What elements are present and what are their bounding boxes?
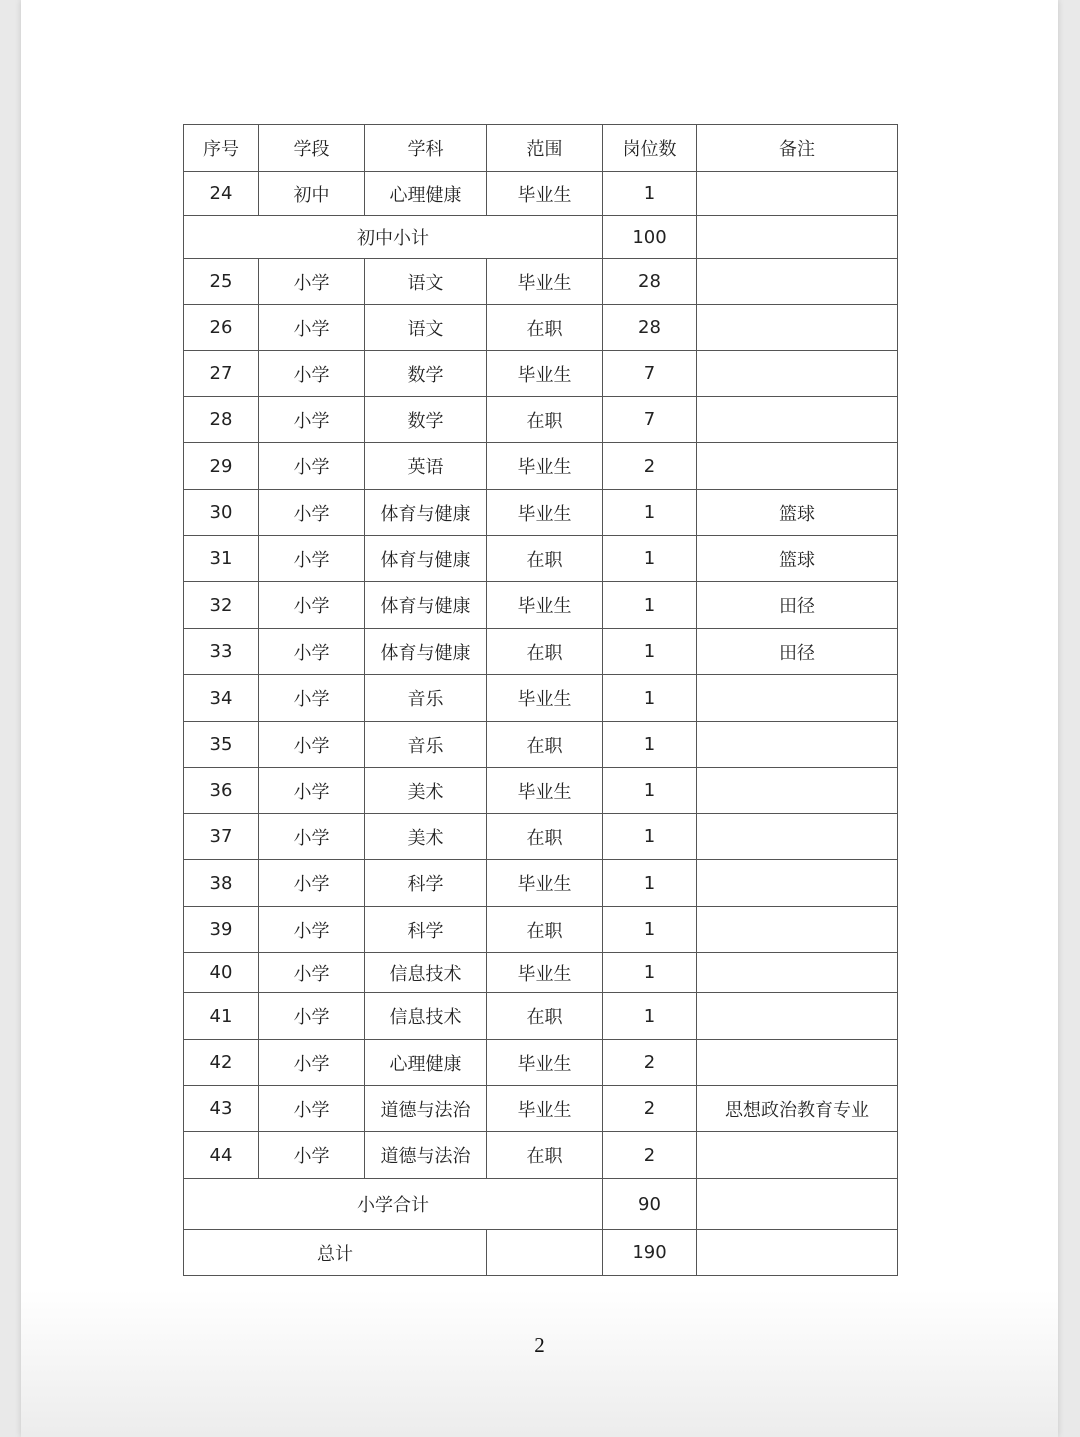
subject-cell: 语文 bbox=[365, 259, 487, 305]
seq-cell: 44 bbox=[184, 1132, 259, 1179]
positions-table bbox=[183, 124, 898, 1276]
note-cell bbox=[697, 259, 898, 305]
scope-cell: 毕业生 bbox=[487, 351, 603, 397]
count-cell: 1 bbox=[603, 814, 697, 860]
scope-cell: 毕业生 bbox=[487, 582, 603, 629]
stage-cell: 小学 bbox=[259, 259, 365, 305]
count-cell: 2 bbox=[603, 1040, 697, 1086]
total-label: 总计 bbox=[184, 1230, 487, 1276]
note-cell: 篮球 bbox=[697, 490, 898, 536]
table-row bbox=[184, 629, 898, 675]
stage-cell: 小学 bbox=[259, 536, 365, 582]
stage-cell: 小学 bbox=[259, 629, 365, 675]
note-cell: 田径 bbox=[697, 582, 898, 629]
seq-cell: 27 bbox=[184, 351, 259, 397]
table-row bbox=[184, 172, 898, 216]
scope-cell: 在职 bbox=[487, 629, 603, 675]
seq-cell: 34 bbox=[184, 675, 259, 722]
stage-cell: 小学 bbox=[259, 305, 365, 351]
count-cell: 1 bbox=[603, 172, 697, 216]
count-cell: 1 bbox=[603, 722, 697, 768]
subject-cell: 音乐 bbox=[365, 722, 487, 768]
note-cell bbox=[697, 722, 898, 768]
note-cell bbox=[697, 953, 898, 993]
table-row bbox=[184, 860, 898, 907]
subtotal-label: 初中小计 bbox=[184, 216, 603, 259]
note-cell bbox=[697, 216, 898, 259]
seq-cell: 39 bbox=[184, 907, 259, 953]
count-cell: 2 bbox=[603, 443, 697, 490]
note-cell bbox=[697, 1179, 898, 1230]
note-cell bbox=[697, 768, 898, 814]
note-cell bbox=[697, 1230, 898, 1276]
scope-cell: 毕业生 bbox=[487, 172, 603, 216]
scope-cell: 毕业生 bbox=[487, 675, 603, 722]
seq-cell: 30 bbox=[184, 490, 259, 536]
stage-cell: 初中 bbox=[259, 172, 365, 216]
stage-cell: 小学 bbox=[259, 582, 365, 629]
scope-cell: 毕业生 bbox=[487, 953, 603, 993]
stage-cell: 小学 bbox=[259, 768, 365, 814]
seq-cell: 38 bbox=[184, 860, 259, 907]
stage-cell: 小学 bbox=[259, 443, 365, 490]
scope-cell: 毕业生 bbox=[487, 1040, 603, 1086]
note-cell bbox=[697, 907, 898, 953]
count-cell: 1 bbox=[603, 490, 697, 536]
count-cell: 2 bbox=[603, 1132, 697, 1179]
note-cell bbox=[697, 397, 898, 443]
page-number: 2 bbox=[534, 1333, 545, 1357]
subject-cell: 体育与健康 bbox=[365, 629, 487, 675]
subject-cell: 语文 bbox=[365, 305, 487, 351]
note-cell bbox=[697, 1132, 898, 1179]
seq-cell: 41 bbox=[184, 993, 259, 1040]
scope-cell: 在职 bbox=[487, 397, 603, 443]
stage-cell: 小学 bbox=[259, 1132, 365, 1179]
subtotal-row bbox=[184, 1179, 898, 1230]
scope-cell: 毕业生 bbox=[487, 443, 603, 490]
table-row bbox=[184, 1132, 898, 1179]
table-row bbox=[184, 351, 898, 397]
table-header-row bbox=[184, 125, 898, 172]
seq-cell: 36 bbox=[184, 768, 259, 814]
note-cell bbox=[697, 305, 898, 351]
count-cell: 7 bbox=[603, 351, 697, 397]
subtotal-row bbox=[184, 216, 898, 259]
count-cell: 1 bbox=[603, 860, 697, 907]
count-cell: 1 bbox=[603, 993, 697, 1040]
count-cell: 1 bbox=[603, 582, 697, 629]
stage-cell: 小学 bbox=[259, 1040, 365, 1086]
table-row bbox=[184, 1040, 898, 1086]
table-row bbox=[184, 259, 898, 305]
scope-cell: 毕业生 bbox=[487, 259, 603, 305]
scope-cell: 在职 bbox=[487, 536, 603, 582]
note-cell bbox=[697, 172, 898, 216]
table-row bbox=[184, 443, 898, 490]
scope-cell: 毕业生 bbox=[487, 1086, 603, 1132]
scope-cell: 毕业生 bbox=[487, 860, 603, 907]
scope-cell: 在职 bbox=[487, 1132, 603, 1179]
column-header: 学段 bbox=[259, 125, 365, 172]
seq-cell: 33 bbox=[184, 629, 259, 675]
stage-cell: 小学 bbox=[259, 490, 365, 536]
note-cell: 思想政治教育专业 bbox=[697, 1086, 898, 1132]
total-row bbox=[184, 1230, 898, 1276]
stage-cell: 小学 bbox=[259, 675, 365, 722]
table-row bbox=[184, 814, 898, 860]
note-cell bbox=[697, 1040, 898, 1086]
table-row bbox=[184, 768, 898, 814]
count-cell: 1 bbox=[603, 629, 697, 675]
scope-cell: 在职 bbox=[487, 814, 603, 860]
stage-cell: 小学 bbox=[259, 1086, 365, 1132]
count-cell: 1 bbox=[603, 768, 697, 814]
table-row bbox=[184, 397, 898, 443]
column-header: 备注 bbox=[697, 125, 898, 172]
subject-cell: 道德与法治 bbox=[365, 1132, 487, 1179]
column-header: 学科 bbox=[365, 125, 487, 172]
subject-cell: 心理健康 bbox=[365, 1040, 487, 1086]
count-cell: 2 bbox=[603, 1086, 697, 1132]
table-row bbox=[184, 907, 898, 953]
subject-cell: 体育与健康 bbox=[365, 582, 487, 629]
seq-cell: 35 bbox=[184, 722, 259, 768]
table-row bbox=[184, 490, 898, 536]
stage-cell: 小学 bbox=[259, 351, 365, 397]
note-cell bbox=[697, 993, 898, 1040]
note-cell bbox=[697, 675, 898, 722]
subject-cell: 数学 bbox=[365, 351, 487, 397]
stage-cell: 小学 bbox=[259, 993, 365, 1040]
note-cell bbox=[697, 351, 898, 397]
subject-cell: 体育与健康 bbox=[365, 536, 487, 582]
seq-cell: 32 bbox=[184, 582, 259, 629]
subject-cell: 心理健康 bbox=[365, 172, 487, 216]
count-cell: 28 bbox=[603, 259, 697, 305]
column-header: 序号 bbox=[184, 125, 259, 172]
stage-cell: 小学 bbox=[259, 860, 365, 907]
subject-cell: 美术 bbox=[365, 814, 487, 860]
seq-cell: 42 bbox=[184, 1040, 259, 1086]
subject-cell: 科学 bbox=[365, 860, 487, 907]
subtotal-label: 小学合计 bbox=[184, 1179, 603, 1230]
table-row bbox=[184, 536, 898, 582]
count-cell: 100 bbox=[603, 216, 697, 259]
table-row bbox=[184, 1086, 898, 1132]
count-cell: 28 bbox=[603, 305, 697, 351]
note-cell bbox=[697, 814, 898, 860]
note-cell bbox=[697, 443, 898, 490]
seq-cell: 29 bbox=[184, 443, 259, 490]
scope-cell: 毕业生 bbox=[487, 768, 603, 814]
table-row bbox=[184, 305, 898, 351]
scope-cell: 在职 bbox=[487, 722, 603, 768]
stage-cell: 小学 bbox=[259, 814, 365, 860]
stage-cell: 小学 bbox=[259, 953, 365, 993]
subject-cell: 音乐 bbox=[365, 675, 487, 722]
count-cell: 190 bbox=[603, 1230, 697, 1276]
column-header: 岗位数 bbox=[603, 125, 697, 172]
seq-cell: 26 bbox=[184, 305, 259, 351]
table-row bbox=[184, 993, 898, 1040]
seq-cell: 40 bbox=[184, 953, 259, 993]
scope-cell: 在职 bbox=[487, 305, 603, 351]
subject-cell: 数学 bbox=[365, 397, 487, 443]
scope-cell: 毕业生 bbox=[487, 490, 603, 536]
table-row bbox=[184, 953, 898, 993]
subject-cell: 科学 bbox=[365, 907, 487, 953]
stage-cell: 小学 bbox=[259, 907, 365, 953]
subject-cell: 道德与法治 bbox=[365, 1086, 487, 1132]
table-row bbox=[184, 675, 898, 722]
note-cell bbox=[697, 860, 898, 907]
seq-cell: 25 bbox=[184, 259, 259, 305]
scope-cell: 在职 bbox=[487, 993, 603, 1040]
count-cell: 90 bbox=[603, 1179, 697, 1230]
subject-cell: 体育与健康 bbox=[365, 490, 487, 536]
count-cell: 1 bbox=[603, 953, 697, 993]
table-row bbox=[184, 722, 898, 768]
seq-cell: 28 bbox=[184, 397, 259, 443]
stage-cell: 小学 bbox=[259, 397, 365, 443]
scope-cell: 在职 bbox=[487, 907, 603, 953]
table-row bbox=[184, 582, 898, 629]
column-header: 范围 bbox=[487, 125, 603, 172]
document-page bbox=[21, 0, 1058, 1437]
subject-cell: 美术 bbox=[365, 768, 487, 814]
stage-cell: 小学 bbox=[259, 722, 365, 768]
scope-cell bbox=[487, 1230, 603, 1276]
subject-cell: 信息技术 bbox=[365, 953, 487, 993]
note-cell: 田径 bbox=[697, 629, 898, 675]
seq-cell: 37 bbox=[184, 814, 259, 860]
seq-cell: 31 bbox=[184, 536, 259, 582]
note-cell: 篮球 bbox=[697, 536, 898, 582]
seq-cell: 43 bbox=[184, 1086, 259, 1132]
subject-cell: 英语 bbox=[365, 443, 487, 490]
count-cell: 1 bbox=[603, 907, 697, 953]
subject-cell: 信息技术 bbox=[365, 993, 487, 1040]
seq-cell: 24 bbox=[184, 172, 259, 216]
count-cell: 7 bbox=[603, 397, 697, 443]
count-cell: 1 bbox=[603, 675, 697, 722]
count-cell: 1 bbox=[603, 536, 697, 582]
